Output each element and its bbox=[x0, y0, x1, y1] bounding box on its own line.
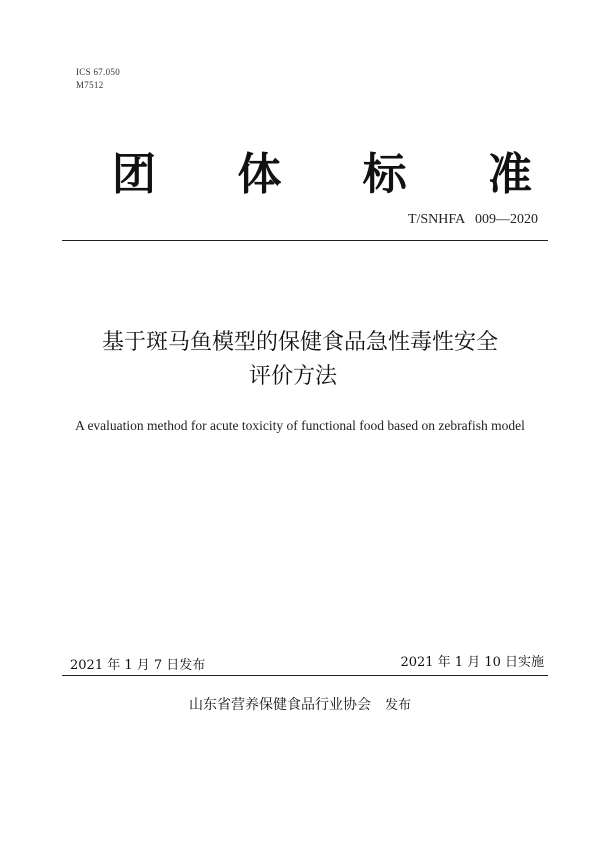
standard-type-char: 团 bbox=[112, 149, 156, 200]
standard-type-char: 体 bbox=[237, 149, 282, 200]
standard-type-char: 准 bbox=[487, 149, 532, 200]
publisher-suffix: 发布 bbox=[384, 698, 411, 713]
standard-number: T/SNHFA 009—2020 bbox=[407, 212, 538, 227]
header-divider bbox=[62, 240, 548, 241]
issue-date: 2021 年 1 月 7 日发布 bbox=[70, 658, 206, 673]
standard-type-char: 标 bbox=[362, 149, 407, 200]
document-title-english: A evaluation method for acute toxicity of functional food based on zebrafish model bbox=[75, 418, 525, 433]
document-title bbox=[0, 326, 600, 394]
standard-type-heading bbox=[112, 148, 532, 202]
implementation-date: 2021 年 1 月 10 日实施 bbox=[400, 655, 544, 670]
publisher bbox=[0, 694, 600, 714]
publisher-name: 山东省营养保健食品行业协会 bbox=[188, 697, 371, 713]
footer-divider bbox=[62, 675, 548, 676]
document-title-line-2: 评价方法 bbox=[248, 364, 337, 389]
ics-code: ICS 67.050 bbox=[76, 67, 121, 77]
classification-codes bbox=[76, 66, 120, 92]
document-title-line-1: 基于斑马鱼模型的保健食品急性毒性安全 bbox=[101, 330, 498, 355]
ccs-code: M7512 bbox=[76, 80, 104, 90]
